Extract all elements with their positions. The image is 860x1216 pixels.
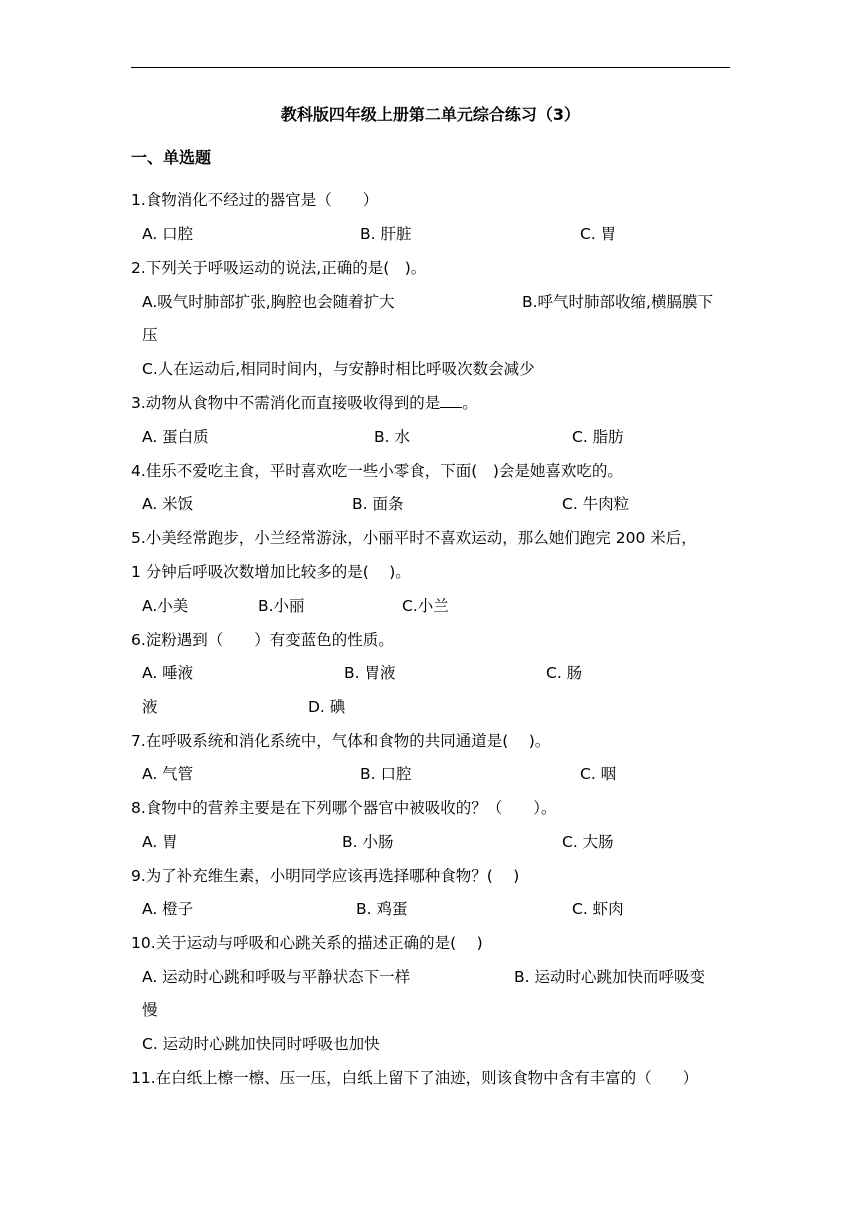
q6-option-c: C. 肠 <box>546 664 583 682</box>
q9-option-a: A. 橙子 <box>142 900 194 918</box>
q9-option-c: C. 虾肉 <box>572 900 624 918</box>
answer-blank <box>440 393 462 408</box>
header-rule <box>131 67 730 68</box>
question-7: 7.在呼吸系统和消化系统中，气体和食物的共同通道是( )。 <box>131 732 551 750</box>
q3-option-a: A. 蛋白质 <box>142 428 209 446</box>
q2-option-b-cont: 压 <box>142 326 158 344</box>
q7-option-a: A. 气管 <box>142 765 194 783</box>
q10-option-b-cont: 慢 <box>142 1001 158 1019</box>
q6-option-c-cont: 液 <box>142 698 158 716</box>
q4-option-c: C. 牛肉粒 <box>562 495 630 513</box>
q3-option-c: C. 脂肪 <box>572 428 624 446</box>
q2-option-b: B.呼气时肺部收缩,横膈膜下 <box>522 293 713 311</box>
q5-option-b: B.小丽 <box>258 597 305 615</box>
question-5-cont: 1 分钟后呼吸次数增加比较多的是( )。 <box>131 563 411 581</box>
question-6: 6.淀粉遇到（ ）有变蓝色的性质。 <box>131 631 394 649</box>
q5-option-a: A.小美 <box>142 597 189 615</box>
question-4: 4.佳乐不爱吃主食，平时喜欢吃一些小零食，下面( )会是她喜欢吃的。 <box>131 462 623 480</box>
question-11: 11.在白纸上檫一檫、压一压，白纸上留下了油迹，则该食物中含有丰富的（ ） <box>131 1069 699 1087</box>
question-3 <box>131 392 478 414</box>
q7-option-c: C. 咽 <box>580 765 617 783</box>
q3-option-b: B. 水 <box>374 428 410 446</box>
question-3-text: 3.动物从食物中不需消化而直接吸收得到的是 <box>131 394 441 412</box>
q9-option-b: B. 鸡蛋 <box>356 900 408 918</box>
q6-option-d: D. 碘 <box>308 698 346 716</box>
q4-option-a: A. 米饭 <box>142 495 194 513</box>
question-3-end: 。 <box>462 394 478 412</box>
question-10: 10.关于运动与呼吸和心跳关系的描述正确的是( ) <box>131 934 483 952</box>
q5-option-c: C.小兰 <box>402 597 449 615</box>
q8-option-c: C. 大肠 <box>562 833 614 851</box>
q1-option-a: A. 口腔 <box>142 225 194 243</box>
q10-option-b: B. 运动时心跳加快而呼吸变 <box>514 968 705 986</box>
page-title: 教科版四年级上册第二单元综合练习（3） <box>280 105 581 124</box>
section-heading: 一、单选题 <box>131 148 212 167</box>
q1-option-c: C. 胃 <box>580 225 617 243</box>
q4-option-b: B. 面条 <box>352 495 404 513</box>
q2-option-a: A.吸气时肺部扩张,胸腔也会随着扩大 <box>142 293 395 311</box>
q8-option-a: A. 胃 <box>142 833 178 851</box>
q2-option-c: C.人在运动后,相同时间内，与安静时相比呼吸次数会减少 <box>142 360 535 378</box>
q6-option-b: B. 胃液 <box>344 664 396 682</box>
question-9: 9.为了补充维生素，小明同学应该再选择哪种食物？( ) <box>131 867 520 885</box>
q6-option-a: A. 唾液 <box>142 664 194 682</box>
q1-option-b: B. 肝脏 <box>360 225 412 243</box>
question-2: 2.下列关于呼吸运动的说法,正确的是( )。 <box>131 259 427 277</box>
question-8: 8.食物中的营养主要是在下列哪个器官中被吸收的？（ ）。 <box>131 799 557 817</box>
question-5: 5.小美经常跑步，小兰经常游泳，小丽平时不喜欢运动，那么她们跑完 200 米后， <box>131 529 697 547</box>
q8-option-b: B. 小肠 <box>342 833 394 851</box>
question-1: 1.食物消化不经过的器官是（ ） <box>131 191 379 209</box>
q7-option-b: B. 口腔 <box>360 765 412 783</box>
q10-option-a: A. 运动时心跳和呼吸与平静状态下一样 <box>142 968 411 986</box>
q10-option-c: C. 运动时心跳加快同时呼吸也加快 <box>142 1035 380 1053</box>
